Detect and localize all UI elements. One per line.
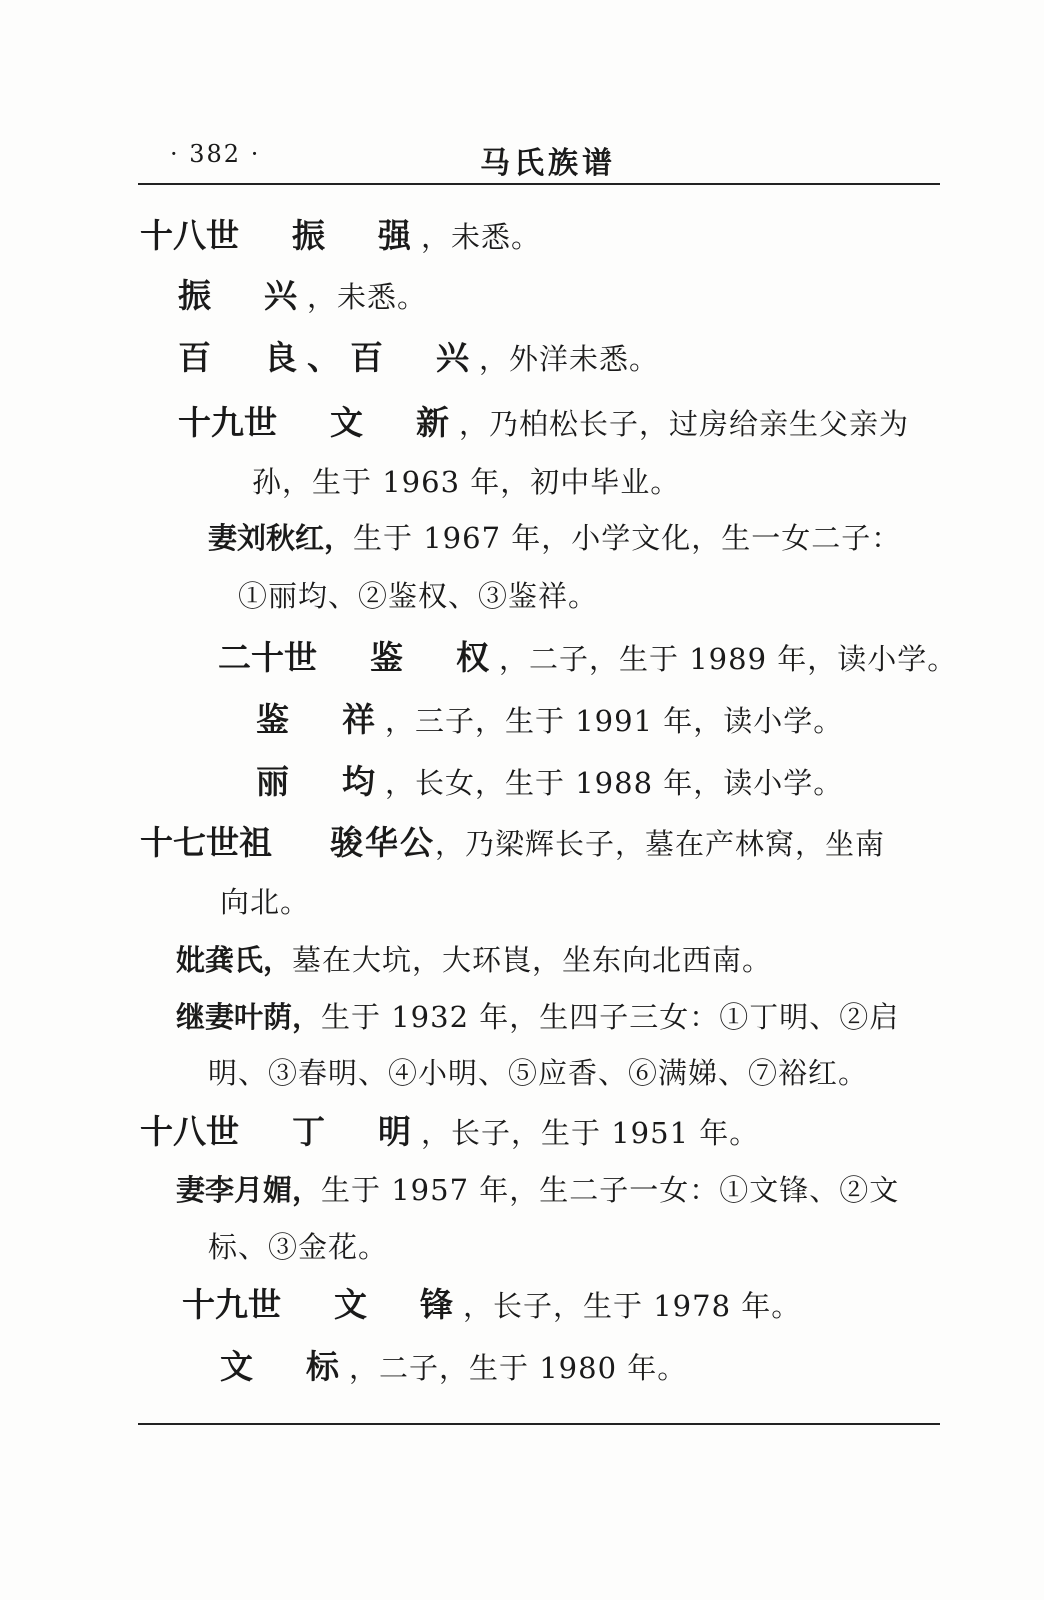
entry-text: ，乃柏松长子，过房给亲生父亲为 — [459, 407, 910, 441]
spouse-line — [176, 940, 772, 980]
entry-text: ，二子，生于 1989 年，读小学。 — [499, 642, 958, 676]
entry-line-continued — [220, 882, 310, 922]
page-header — [140, 128, 940, 188]
person-name: 鉴 祥 — [256, 700, 385, 739]
entry-line — [140, 1112, 759, 1153]
generation-label: 十八世 — [140, 216, 239, 255]
generation-label: 十七世祖 — [140, 823, 272, 862]
entry-line — [178, 403, 909, 444]
entry-text: 生于 1932 年，生四子三女：①丁明、②启 — [321, 1000, 900, 1034]
entry-line-continued — [208, 1227, 388, 1267]
entry-text: 明、③春明、④小明、⑤应香、⑥满娣、⑦裕红。 — [208, 1056, 869, 1090]
entry-text: ，外洋未悉。 — [479, 342, 660, 376]
entry-line — [178, 338, 659, 379]
entry-text: ，长子，生于 1978 年。 — [463, 1289, 802, 1323]
generation-label: 十九世 — [182, 1285, 281, 1324]
person-name: 丽 均 — [256, 762, 385, 801]
running-title: 马氏族谱 — [480, 146, 616, 181]
entry-line — [140, 216, 541, 257]
person-name: 文 锋 — [334, 1285, 463, 1324]
spouse-line — [208, 518, 901, 558]
person-name: 骏华公 — [330, 823, 435, 862]
entry-line — [256, 762, 843, 803]
entry-text: ，二子，生于 1980 年。 — [349, 1351, 688, 1385]
entry-text: ，乃梁辉长子，墓在产林窝，坐南 — [435, 827, 886, 861]
person-name: 丁 明 — [292, 1112, 421, 1151]
spouse-name: 继妻叶荫， — [176, 1000, 322, 1034]
spouse-name: 妣龚氏， — [176, 943, 293, 977]
entry-text: 标、③金花。 — [208, 1230, 389, 1264]
entry-text: ，长子，生于 1951 年。 — [421, 1116, 760, 1150]
header-rule — [138, 183, 940, 185]
entry-text: ，长女，生于 1988 年，读小学。 — [385, 766, 844, 800]
spouse-name: 妻刘秋红， — [208, 521, 354, 555]
spouse-line — [176, 1170, 899, 1210]
entry-text: 向北。 — [220, 885, 311, 919]
entry-text: 孙，生于 1963 年，初中毕业。 — [252, 465, 681, 499]
person-name: 振 兴 — [178, 276, 307, 315]
person-name: 文 标 — [220, 1347, 349, 1386]
entry-line — [256, 700, 843, 741]
entry-line — [140, 823, 885, 864]
entry-line — [178, 276, 427, 317]
spouse-name: 妻李月媚， — [176, 1173, 322, 1207]
entry-text: 生于 1957 年，生二子一女：①文锋、②文 — [321, 1173, 900, 1207]
entry-text: ①丽均、②鉴权、③鉴祥。 — [238, 579, 599, 613]
entry-text: ，未悉。 — [307, 280, 428, 314]
entry-text: 生于 1967 年，小学文化，生一女二子： — [353, 521, 902, 555]
person-name: 鉴 权 — [370, 638, 499, 677]
entry-line — [218, 638, 957, 679]
entry-line-continued — [208, 1053, 868, 1093]
person-name: 振 强 — [292, 216, 421, 255]
entry-line — [182, 1285, 801, 1326]
entry-text: ，三子，生于 1991 年，读小学。 — [385, 704, 844, 738]
entry-text: ，未悉。 — [421, 220, 542, 254]
person-name: 文 新 — [330, 403, 459, 442]
footer-rule — [138, 1423, 940, 1425]
entry-line — [220, 1347, 687, 1388]
generation-label: 十九世 — [178, 403, 277, 442]
generation-label: 二十世 — [218, 638, 317, 677]
page-number: · 382 · — [170, 140, 261, 168]
spouse-line — [176, 997, 899, 1037]
entry-line-continued — [252, 462, 680, 502]
person-name: 百 良、百 兴 — [178, 338, 479, 377]
generation-label: 十八世 — [140, 1112, 239, 1151]
entry-text: 墓在大坑，大环崀，坐东向北西南。 — [292, 943, 773, 977]
entry-line-continued — [238, 576, 598, 616]
